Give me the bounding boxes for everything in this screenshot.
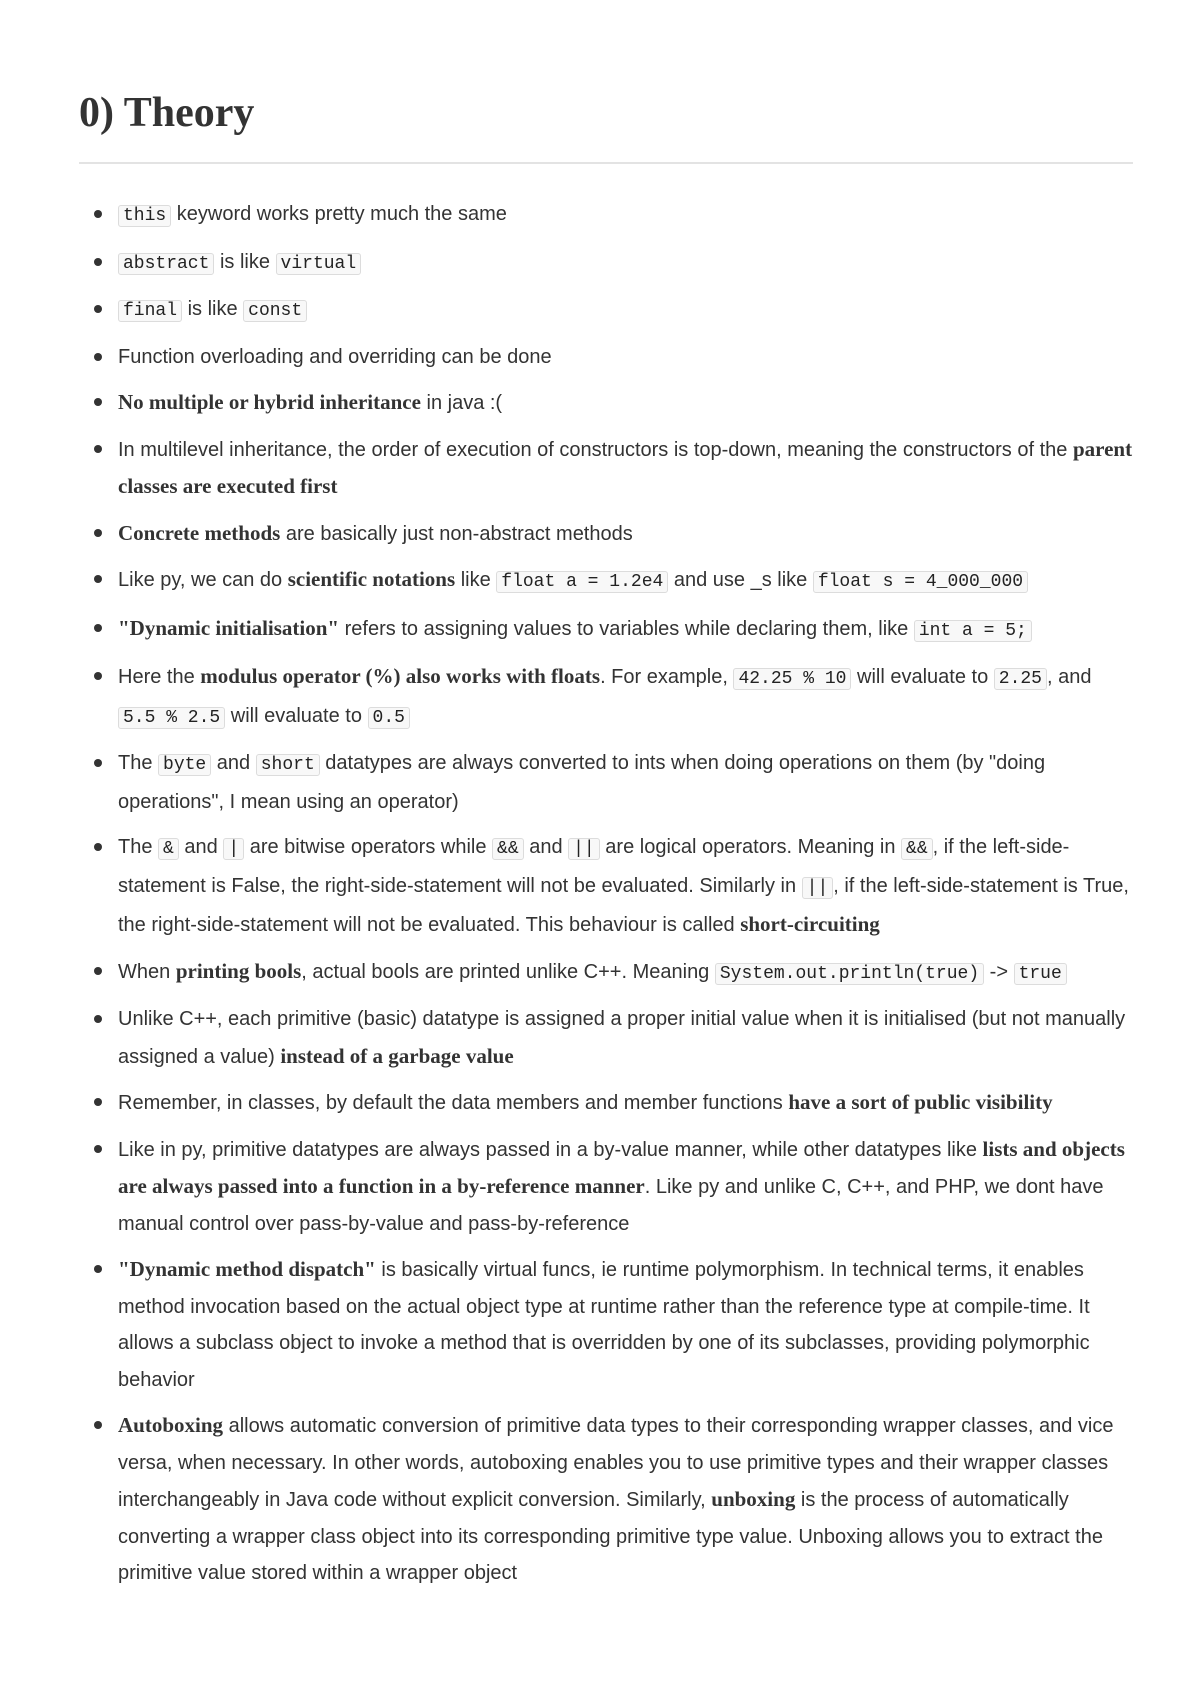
bold-text: lists and objects are always passed into a function in a by-reference manner (118, 1136, 1125, 1199)
list-item (79, 291, 1133, 330)
inline-code: this (118, 205, 171, 227)
text-segment: keyword works pretty much the same (171, 203, 507, 226)
text-segment: In multilevel inheritance, the order of execution of constructors is top-down, meaning the constructors of the (118, 438, 1073, 461)
inline-code: virtual (276, 253, 362, 275)
list-item (79, 1001, 1133, 1075)
list-item (79, 515, 1133, 553)
text-segment: Unlike C++, each primitive (basic) datatype is assigned a proper initial value when it is initialised (but not manually assigned a value) (118, 1008, 1126, 1068)
text-segment: are logical operators. Meaning in (599, 836, 902, 859)
text-segment: Remember, in classes, by default the data members and member functions (118, 1092, 789, 1115)
text-segment: datatypes are always converted to ints when doing operations on them (by "doing operations", I mean using an operator) (118, 752, 1046, 813)
text-segment: is like (214, 250, 276, 273)
text-segment: like (455, 569, 497, 592)
inline-code: 0.5 (368, 707, 410, 729)
text-segment: and (211, 752, 256, 775)
bold-text: "Dynamic method dispatch" (118, 1257, 376, 1282)
text-segment: refers to assigning values to variables while declaring them, like (339, 617, 914, 640)
text-segment: Here the (118, 666, 201, 689)
list-item (79, 431, 1133, 506)
bold-text: Concrete methods (118, 520, 281, 545)
text-segment: , if the left-side-statement is True, the right-side-statement will not be evaluated. This behaviour is called (118, 874, 1129, 937)
list-item (79, 561, 1133, 601)
bold-text: instead of a garbage value (280, 1043, 514, 1068)
text-segment: is like (182, 298, 244, 321)
page-title: 0) Theory (79, 90, 1133, 164)
inline-code: abstract (118, 253, 214, 275)
text-segment: The (118, 836, 159, 859)
bold-text: modulus operator (%) also works with floats (200, 664, 601, 689)
list-item (79, 953, 1133, 993)
inline-code: byte (158, 754, 211, 776)
text-segment: Like in py, primitive datatypes are always passed in a by-value manner, while other datatypes like (118, 1138, 983, 1161)
text-segment: Like py, we can do (118, 569, 288, 592)
inline-code: || (568, 838, 600, 860)
inline-code: 5.5 % 2.5 (118, 707, 225, 729)
text-segment: , actual bools are printed unlike C++. Meaning (301, 960, 715, 983)
list-item (79, 1407, 1133, 1592)
text-segment: allows automatic conversion of primitive data types to their corresponding wrapper classes, and vice versa, when necessary. In other words, autoboxing enables you to use primitive types and their wrapper classes interchangeably in Java code without explicit conversion. Similarly, (118, 1415, 1114, 1512)
inline-code: float s = 4_000_000 (813, 571, 1028, 593)
list-item (79, 1251, 1133, 1398)
inline-code: 42.25 % 10 (733, 668, 851, 690)
list-item (79, 829, 1133, 944)
list-item (79, 1131, 1133, 1243)
inline-code: int a = 5; (914, 620, 1032, 642)
text-segment: When (118, 960, 176, 983)
inline-code: short (256, 754, 320, 776)
text-segment: and (523, 836, 569, 859)
bold-text: parent classes are executed first (118, 436, 1133, 499)
bold-text: No multiple or hybrid inheritance (118, 390, 421, 415)
inline-code: || (802, 877, 834, 899)
inline-code: | (223, 838, 244, 860)
text-segment: will evaluate to (225, 704, 368, 727)
bold-text: scientific notations (287, 567, 456, 592)
inline-code: && (901, 838, 933, 860)
bold-text: unboxing (711, 1487, 796, 1512)
inline-code: 2.25 (994, 668, 1047, 690)
theory-list (79, 196, 1133, 1592)
bold-text: short-circuiting (740, 912, 880, 937)
text-segment: . For example, (600, 666, 734, 689)
inline-code: final (118, 300, 182, 322)
text-segment: , and (1047, 666, 1092, 689)
text-segment: is basically virtual funcs, ie runtime polymorphism. In technical terms, it enables method invocation based on the actual object type at runtime rather than the reference type at compile-time. It allows a subclass object to invoke a method that is overridden by one of its subclasses, providing polymorphic behavior (118, 1259, 1090, 1391)
text-segment: and (178, 836, 224, 859)
inline-code: true (1014, 963, 1067, 985)
list-item (79, 658, 1133, 736)
inline-code: & (158, 838, 179, 860)
text-segment: Function overloading and overriding can be done (118, 345, 552, 368)
document-page (79, 80, 1133, 1601)
text-segment: is the process of automatically converting a wrapper class object into its corresponding primitive type value. Unboxing allows you to extract the primitive value stored within a wrapper object (118, 1489, 1103, 1585)
list-item (79, 196, 1133, 235)
text-segment: are bitwise operators while (244, 836, 493, 859)
list-item (79, 384, 1133, 422)
text-segment: will evaluate to (851, 666, 994, 689)
list-item (79, 1084, 1133, 1122)
text-segment: . Like py and unlike C, C++, and PHP, we dont have manual control over pass-by-value and pass-by-reference (118, 1176, 1104, 1235)
bold-text: "Dynamic initialisation" (118, 615, 340, 640)
bold-text: Autoboxing (118, 1413, 224, 1438)
inline-code: const (243, 300, 307, 322)
list-item (79, 745, 1133, 820)
inline-code: && (492, 838, 524, 860)
inline-code: float a = 1.2e4 (496, 571, 668, 593)
text-segment: are basically just non-abstract methods (280, 522, 633, 545)
list-item (79, 244, 1133, 283)
text-segment: in java :( (420, 392, 503, 415)
inline-code: System.out.println(true) (715, 963, 984, 985)
bold-text: printing bools (175, 958, 302, 983)
list-item (79, 339, 1133, 376)
text-segment: and use _s like (668, 569, 813, 592)
text-segment: , if the left-side-statement is False, the right-side-statement will not be evaluated. Similarly in (118, 836, 1070, 897)
text-segment: -> (984, 960, 1014, 983)
bold-text: have a sort of public visibility (788, 1090, 1053, 1115)
list-item (79, 610, 1133, 650)
text-segment: The (118, 752, 159, 775)
